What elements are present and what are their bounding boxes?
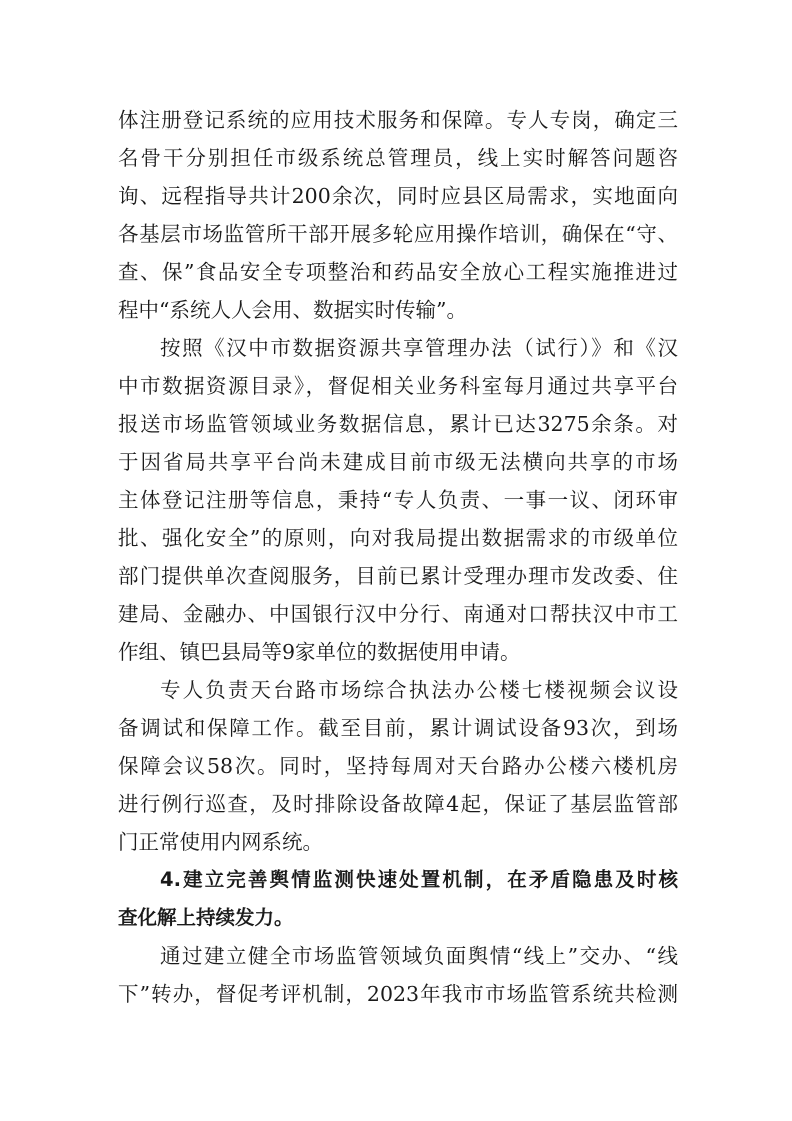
paragraph-line: 部门提供单次查阅服务，目前已累计受理办理市发改委、住 [118, 564, 678, 588]
paragraph-line: 通过建立健全市场监管领域负面舆情“线上”交办、“线 [160, 944, 678, 968]
paragraph-line: 保障会议58次。同时，坚持每周对天台路办公楼六楼机房 [118, 754, 678, 778]
paragraph-line: 门正常使用内网系统。 [118, 830, 323, 854]
paragraph-line: 主体登记注册等信息，秉持“专人负责、一事一议、闭环审 [118, 488, 678, 512]
paragraph-line: 中市数据资源目录》，督促相关业务科室每月通过共享平台 [118, 374, 678, 398]
paragraph-line: 备调试和保障工作。截至目前，累计调试设备93次，到场 [118, 716, 678, 740]
paragraph-line: 作组、镇巴县局等9家单位的数据使用申请。 [118, 640, 521, 664]
paragraph-line: 各基层市场监管所干部开展多轮应用操作培训，确保在“守、 [118, 222, 678, 246]
paragraph-line: 建局、金融办、中国银行汉中分行、南通对口帮扶汉中市工 [118, 602, 678, 626]
paragraph-line: 查、保”食品安全专项整治和药品安全放心工程实施推进过 [118, 260, 678, 284]
paragraph-line: 报送市场监管领域业务数据信息，累计已达3275余条。对 [118, 412, 678, 436]
paragraph-line: 名骨干分别担任市级系统总管理员，线上实时解答问题咨 [118, 146, 678, 170]
paragraph-line: 进行例行巡查，及时排除设备故障4起，保证了基层监管部 [118, 792, 678, 816]
paragraph-line: 程中“系统人人会用、数据实时传输”。 [118, 298, 467, 322]
paragraph-line: 批、强化安全”的原则，向对我局提出数据需求的市级单位 [118, 526, 678, 550]
paragraph-line: 下”转办，督促考评机制，2023年我市市场监管系统共检测 [118, 982, 678, 1006]
section-heading-line: 查化解上持续发力。 [118, 906, 294, 929]
paragraph-line: 询、远程指导共计200余次，同时应县区局需求，实地面向 [118, 184, 678, 208]
paragraph-line: 体注册登记系统的应用技术服务和保障。专人专岗，确定三 [118, 108, 678, 132]
section-heading-line: 4.建立完善舆情监测快速处置机制，在矛盾隐患及时核 [160, 868, 678, 891]
paragraph-line: 专人负责天台路市场综合执法办公楼七楼视频会议设 [160, 678, 678, 702]
paragraph-line: 按照《汉中市数据资源共享管理办法（试行）》和《汉 [160, 336, 678, 360]
paragraph-line: 于因省局共享平台尚未建成目前市级无法横向共享的市场 [118, 450, 678, 474]
